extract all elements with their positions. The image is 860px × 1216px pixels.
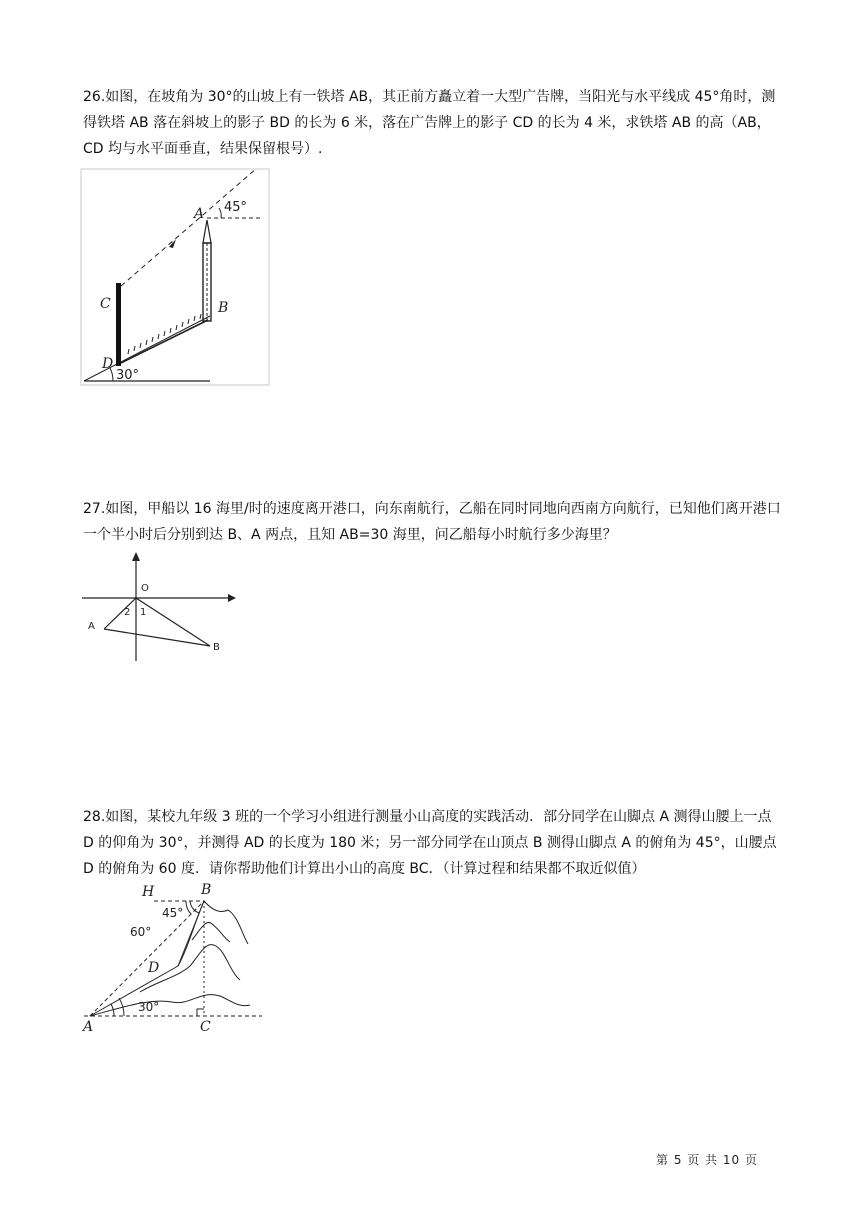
mountain-contour-4: [192, 922, 230, 942]
right-angle-mark: [197, 1009, 204, 1016]
line-ob: [136, 598, 210, 646]
shadow-bd: [121, 320, 208, 363]
figure-28: [80, 880, 270, 1040]
label-b: B: [201, 882, 212, 898]
question-26-text: 26.如图，在坡角为 30°的山坡上有一铁塔 AB，其正前方矗立着一大型广告牌，当阳光与水平线成 45°角时，测得铁塔 AB 落在斜坡上的影子 BD 的长为 6 米，落在广告牌上的影子 CD 的长为 4 米，求铁塔 AB 的高（AB，CD 均与水平面垂直，结果保留根号）.: [83, 89, 776, 157]
label-angle-30: 30°: [116, 368, 140, 383]
label-a: A: [194, 206, 205, 222]
label-a: A: [88, 621, 95, 632]
label-b: B: [218, 300, 229, 316]
line-ad: [90, 966, 178, 1016]
label-angle-45: 45°: [162, 906, 184, 920]
label-angle-30: 30°: [138, 1000, 160, 1014]
line-oa: [104, 598, 136, 629]
question-26: [83, 84, 783, 162]
label-b: B: [213, 642, 220, 653]
label-h: H: [142, 884, 155, 900]
question-27-text: 27.如图，甲船以 16 海里/时的速度离开港口，向东南航行，乙船在同时同地向西南方向航行，已知他们离开港口一个半小时后分别到达 B、A 两点，且知 AB=30 海里，问乙船每小时航行多少海里？: [83, 501, 781, 543]
label-c: C: [200, 1019, 211, 1035]
label-angle-60: 60°: [130, 925, 152, 939]
label-angle-1: 1: [140, 607, 147, 618]
label-d: D: [102, 356, 114, 372]
label-c: C: [100, 296, 111, 312]
y-axis-arrow: [132, 552, 140, 561]
line-ab: [90, 901, 204, 1016]
label-a: A: [83, 1019, 94, 1035]
page-footer: 第 5 页 共 10 页: [656, 1153, 758, 1167]
slope-hatch: [128, 314, 201, 354]
label-angle-45: 45°: [224, 200, 248, 215]
figure-26: [80, 168, 270, 386]
x-axis-arrow: [228, 594, 236, 602]
question-27: [83, 496, 783, 548]
line-ab: [104, 629, 210, 646]
question-28-text: 28.如图，某校九年级 3 班的一个学习小组进行测量小山高度的实践活动．部分同学在山脚点 A 测得山腰上一点 D 的仰角为 30°，并测得 AD 的长度为 180 米；另一部分同学在山顶点 B 测得山脚点 A 的俯角为 45°，山腰点 D 的俯角为 60 度．请你帮助他们计算出小山的高度 BC．（计算过程和结果都不取近似值）: [83, 809, 777, 877]
question-28: [83, 804, 783, 882]
figure-27: [80, 549, 240, 663]
label-d: D: [148, 960, 160, 976]
label-o: O: [141, 583, 149, 594]
sun-ray: [121, 168, 257, 286]
billboard-cd: [116, 283, 121, 366]
angle-ab-arc: [119, 998, 124, 1016]
angle-45-arc: [219, 208, 221, 218]
tower-top: [203, 220, 211, 243]
label-angle-2: 2: [124, 607, 131, 618]
